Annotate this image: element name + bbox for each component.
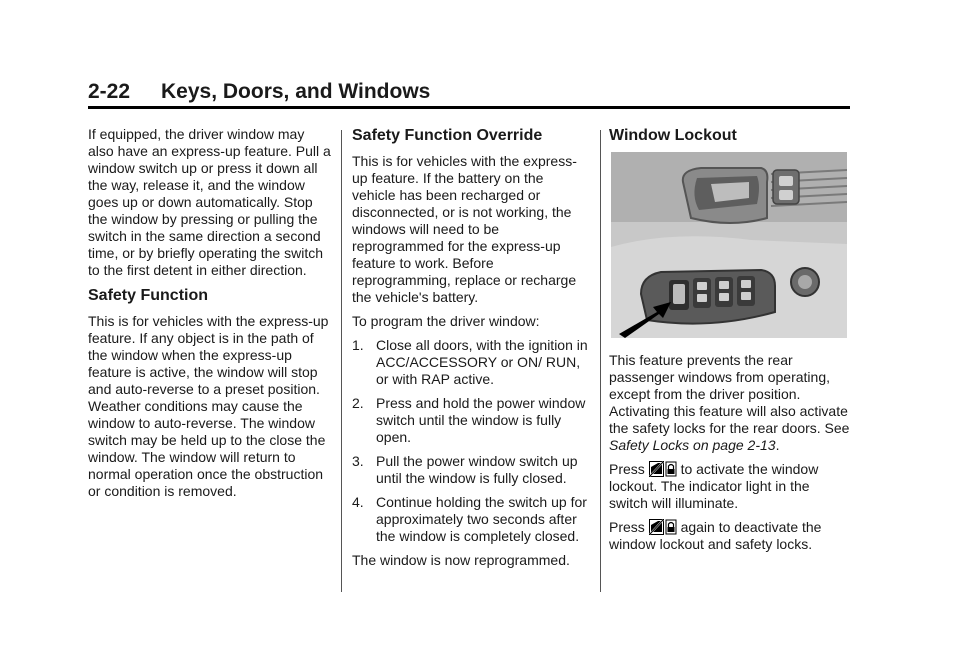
program-steps [352,337,590,545]
column-1 [88,126,333,500]
program-lead: To program the driver window: [352,313,540,329]
lockout-heading: Window Lockout [609,127,737,144]
page-number: 2-22 [88,80,131,103]
column-divider [341,130,342,592]
deactivate-instruction: Press again to deactivate the window lockout and safety locks. [609,519,822,552]
list-item: 3. Pull the power window switch up until the window is fully closed. [352,453,578,486]
list-item: 1. Close all doors, with the ignition in ACC/ACCESSORY or ON/ RUN, or with RAP active. [352,337,588,387]
override-heading: Safety Function Override [352,127,543,144]
window-lockout-icon [649,519,677,535]
cross-reference: Safety Locks on page 2-13 [609,437,776,453]
override-intro: This is for vehicles with the express-up feature. If the battery on the vehicle has been recharged or disconnected, or is not working, the windows will need to be reprogrammed for the express-up feature to work. Before reprogramming, replace or recharge the vehicle's battery. [352,153,577,305]
safety-function-text: This is for vehicles with the express-up feature. If any object is in the path of the window when the express-up feature is active, the window will stop and auto-reverse to a preset position. Weather conditions may cause the window to auto-reverse. The window switch may be held up to the close the window. The window will return to normal operation once the obstruction or condition is removed. [88,313,329,499]
list-item: 2. Press and hold the power window switch until the window is fully open. [352,395,586,445]
column-divider [600,130,601,592]
lockout-description: This feature prevents the rear passenger windows from operating, except from the driver position. Activating this feature will also activate the safety locks for the rear doors. See Safety Locks on page 2-13. [609,352,850,453]
window-lockout-icon [649,461,677,477]
column-3 [609,126,852,553]
activate-instruction: Press to activate the window lockout. The indicator light in the switch will illuminate. [609,461,819,511]
safety-function-heading: Safety Function [88,287,209,304]
reprogrammed-note: The window is now reprogrammed. [352,552,570,568]
column-2 [352,126,590,569]
door-panel-illustration [611,152,847,338]
section-title: Keys, Doors, and Windows [161,80,431,103]
page-header [88,80,850,109]
express-up-intro: If equipped, the driver window may also have an express-up feature. Pull a window switch up or press it down all the way, release it, and the window goes up or down automatically. Stop the window by pressing or pulling the switch in the same direction a second time, or by briefly operating the switch to the first detent in either direction. [88,126,331,278]
list-item: 4. Continue holding the switch up for approximately two seconds after the window is completely closed. [352,494,587,544]
